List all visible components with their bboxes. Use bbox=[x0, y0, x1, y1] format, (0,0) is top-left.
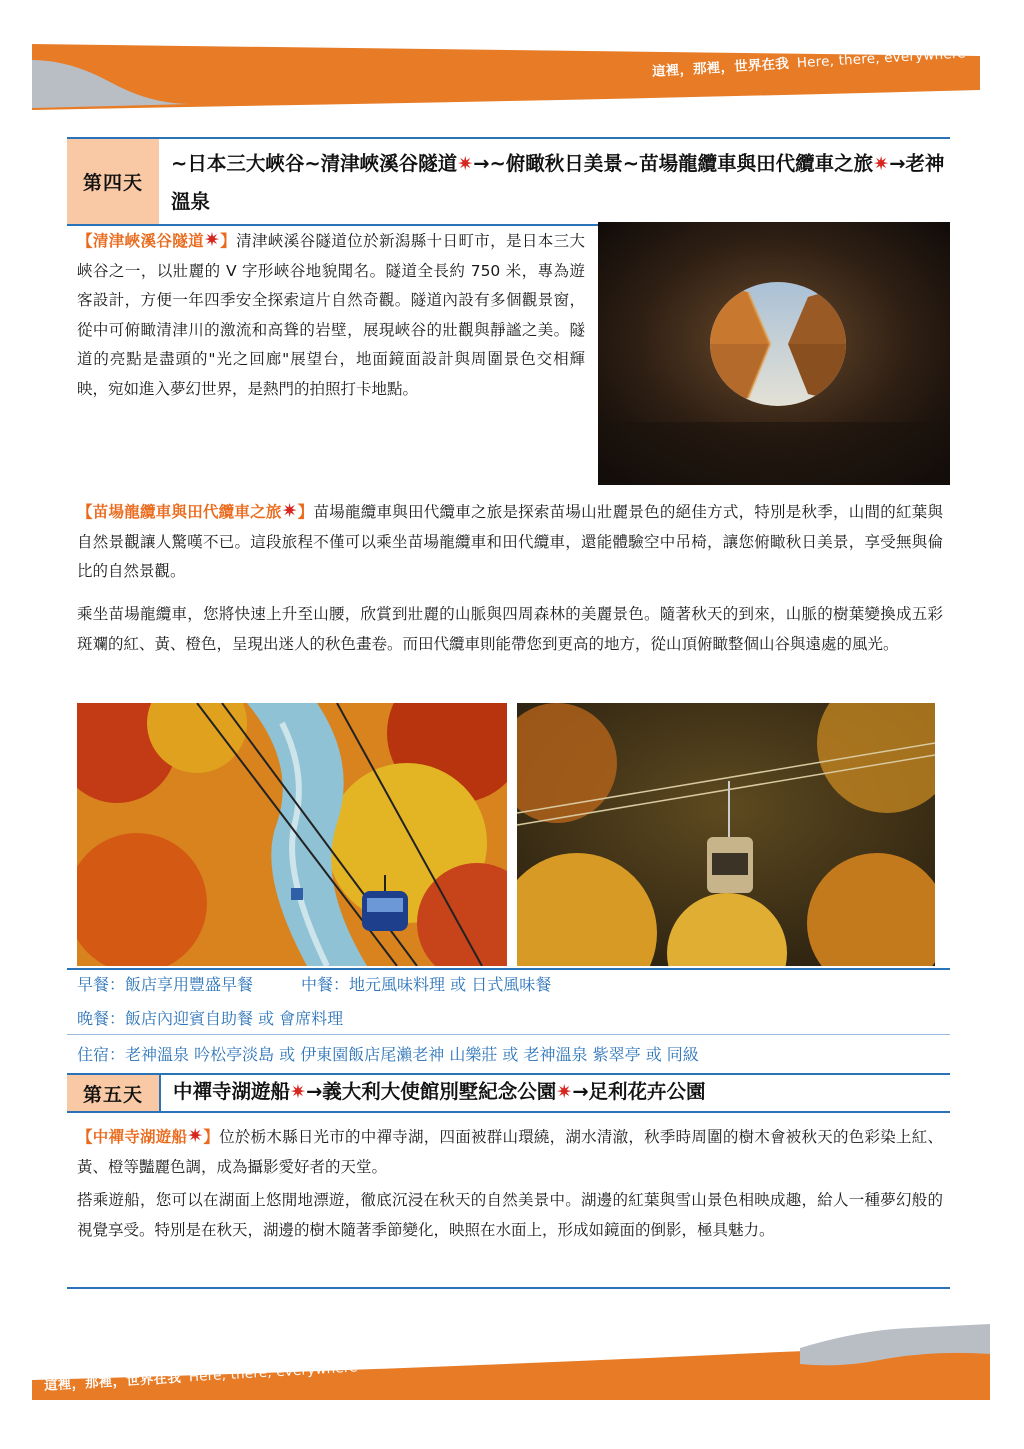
naeba-paragraph-2 bbox=[77, 600, 943, 659]
naeba-text: 苗場龍纜車與田代纜車之旅是探索苗場山壯麗景色的絕佳方式，特別是秋季，山間的紅葉與自然景觀讓人驚嘆不已。這段旅程不僅可以乘坐苗場龍纜車和田代纜車，還能體驗空中吊椅，讓您俯瞰秋日美景，享受無與倫比的自然景觀。 bbox=[77, 503, 943, 580]
day4-title-part1: ~日本三大峽谷~清津峽溪谷隧道 bbox=[171, 152, 458, 175]
day5-title-part2: →義大利大使館別墅紀念公園 bbox=[305, 1080, 557, 1103]
header-slogan-en: Here, there, everywhere bbox=[796, 45, 967, 72]
naeba-text-2: 乘坐苗場龍纜車，您將快速上升至山腰，欣賞到壯麗的山脈與四周森林的美麗景色。隨著秋天的到來，山脈的樹葉變換成五彩斑斕的紅、黃、橙色，呈現出迷人的秋色畫卷。而田代纜車則能帶您到更高的地方，從山頂俯瞰整個山谷與遠處的風光。 bbox=[77, 605, 943, 653]
chuzenji-paragraph-2 bbox=[77, 1186, 943, 1245]
naeba-tag-close: 】 bbox=[297, 503, 314, 521]
day4-header bbox=[67, 137, 950, 226]
kiyotsu-tunnel-image bbox=[598, 222, 950, 485]
kiyotsu-text: 清津峽溪谷隧道位於新潟縣十日町市，是日本三大峽谷之一，以壯麗的 V 字形峽谷地貌聞名。隧道全長約 750 米，專為遊客設計，方便一年四季安全探索這片自然奇觀。隧道內設有多個觀景窗，從中可俯瞰清津川的激流和高聳的岩壁，展現峽谷的壯觀與靜謐之美。隧道的亮點是盡頭的"光之回廊"展望台，地面鏡面設計與周圍景色交相輝映，宛如進入夢幻世界，是熱門的拍照打卡地點。 bbox=[77, 232, 585, 398]
chuzenji-paragraph bbox=[77, 1122, 943, 1182]
day4-title-part3: →老神溫泉 bbox=[171, 152, 945, 213]
hotel-line bbox=[67, 1040, 950, 1070]
maple-leaf-icon: ✷ bbox=[281, 500, 298, 522]
kiyotsu-tag bbox=[77, 229, 237, 251]
maple-leaf-icon: ✷ bbox=[873, 153, 890, 175]
maple-leaf-icon: ✷ bbox=[203, 229, 220, 251]
maple-leaf-icon: ✷ bbox=[556, 1081, 573, 1103]
chuzenji-text: 位於栃木縣日光市的中禪寺湖，四面被群山環繞，湖水清澈，秋季時周圍的樹木會被秋天的色彩染上紅、黃、橙等豔麗色調，成為攝影愛好者的天堂。 bbox=[77, 1128, 943, 1176]
tashiro-ropeway-photo bbox=[517, 703, 935, 966]
maple-leaf-icon: ✷ bbox=[290, 1081, 306, 1103]
naeba-gondola-image bbox=[77, 703, 507, 966]
day5-header bbox=[67, 1075, 950, 1113]
day5-badge: 第五天 bbox=[67, 1075, 161, 1111]
chuzenji-tag-text: 【中禪寺湖遊船 bbox=[77, 1128, 188, 1146]
day4-title bbox=[159, 139, 950, 224]
chuzenji-tag bbox=[77, 1125, 220, 1147]
tashiro-ropeway-image bbox=[517, 703, 935, 966]
hotel-info: 住宿：老神溫泉 吟松亭淡島 或 伊東園飯店尾瀨老神 山樂莊 或 老神溫泉 紫翠亭 或 同級 bbox=[77, 1045, 699, 1064]
maple-leaf-icon: ✷ bbox=[457, 153, 474, 175]
footer-slogan-zh: 這裡，那裡，世界在我 bbox=[43, 1369, 182, 1394]
kiyotsu-tag-text: 【清津峽溪谷隧道 bbox=[77, 232, 204, 250]
lunch-info: 中餐：地元風味料理 或 日式風味餐 bbox=[301, 975, 552, 994]
naeba-gondola-photo bbox=[77, 703, 507, 966]
footer-slogan-en: Here, there, everywhere bbox=[188, 1359, 359, 1386]
naeba-paragraph bbox=[77, 497, 943, 587]
meal-line-2 bbox=[67, 1004, 950, 1035]
meal-line-1 bbox=[67, 968, 950, 1000]
kiyotsu-paragraph bbox=[77, 226, 585, 404]
dinner-info: 晚餐：飯店內迎賓自助餐 或 會席料理 bbox=[77, 1009, 344, 1028]
header-slogan-zh: 這裡，那裡，世界在我 bbox=[651, 55, 790, 80]
day5-title-part3: →足利花卉公園 bbox=[572, 1080, 706, 1103]
naeba-tag-text: 【苗場龍纜車與田代纜車之旅 bbox=[77, 503, 282, 521]
maple-leaf-icon: ✷ bbox=[187, 1125, 204, 1147]
chuzenji-text-2: 搭乘遊船，您可以在湖面上悠閒地漂遊，徹底沉浸在秋天的自然美景中。湖邊的紅葉與雪山景色相映成趣，給人一種夢幻般的視覺享受。特別是在秋天，湖邊的樹木隨著季節變化，映照在水面上，形成如鏡面的倒影，極具魅力。 bbox=[77, 1191, 943, 1239]
day5-title-part1: 中禪寺湖遊船 bbox=[173, 1080, 291, 1103]
day5-bottom-rule bbox=[67, 1287, 950, 1289]
breakfast-info: 早餐：飯店享用豐盛早餐 bbox=[77, 975, 254, 994]
naeba-tag bbox=[77, 500, 314, 522]
chuzenji-tag-close: 】 bbox=[203, 1128, 220, 1146]
day4-badge: 第四天 bbox=[67, 139, 159, 224]
kiyotsu-tag-close: 】 bbox=[219, 232, 237, 250]
day5-title bbox=[161, 1075, 950, 1111]
day4-title-part2: →~俯瞰秋日美景~苗場龍纜車與田代纜車之旅 bbox=[473, 152, 874, 175]
kiyotsu-tunnel-photo bbox=[598, 222, 950, 485]
